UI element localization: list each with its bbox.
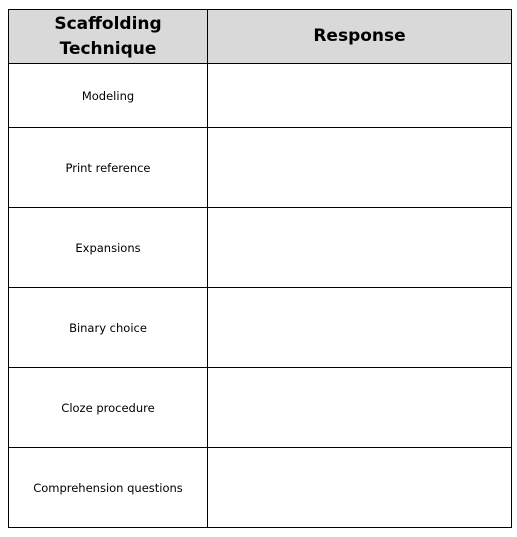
table-row — [9, 208, 512, 288]
header-technique-line1: Scaffolding — [54, 13, 162, 34]
response-cell-binary-choice[interactable] — [208, 288, 512, 368]
table-row — [9, 448, 512, 528]
technique-cell-comprehension-questions: Comprehension questions — [9, 448, 208, 528]
table-row — [9, 128, 512, 208]
technique-cell-expansions: Expansions — [9, 208, 208, 288]
header-response: Response — [208, 10, 512, 64]
table-row — [9, 288, 512, 368]
header-technique-line2: Technique — [59, 38, 157, 59]
table-row — [9, 64, 512, 128]
response-cell-modeling[interactable] — [208, 64, 512, 128]
technique-cell-binary-choice: Binary choice — [9, 288, 208, 368]
header-scaffolding-technique — [9, 10, 208, 64]
table-row — [9, 368, 512, 448]
response-cell-print-reference[interactable] — [208, 128, 512, 208]
response-cell-expansions[interactable] — [208, 208, 512, 288]
header-row — [9, 10, 512, 64]
technique-cell-print-reference: Print reference — [9, 128, 208, 208]
scaffolding-worksheet-table — [8, 9, 512, 528]
response-cell-cloze-procedure[interactable] — [208, 368, 512, 448]
technique-cell-cloze-procedure: Cloze procedure — [9, 368, 208, 448]
response-cell-comprehension-questions[interactable] — [208, 448, 512, 528]
technique-cell-modeling: Modeling — [9, 64, 208, 128]
